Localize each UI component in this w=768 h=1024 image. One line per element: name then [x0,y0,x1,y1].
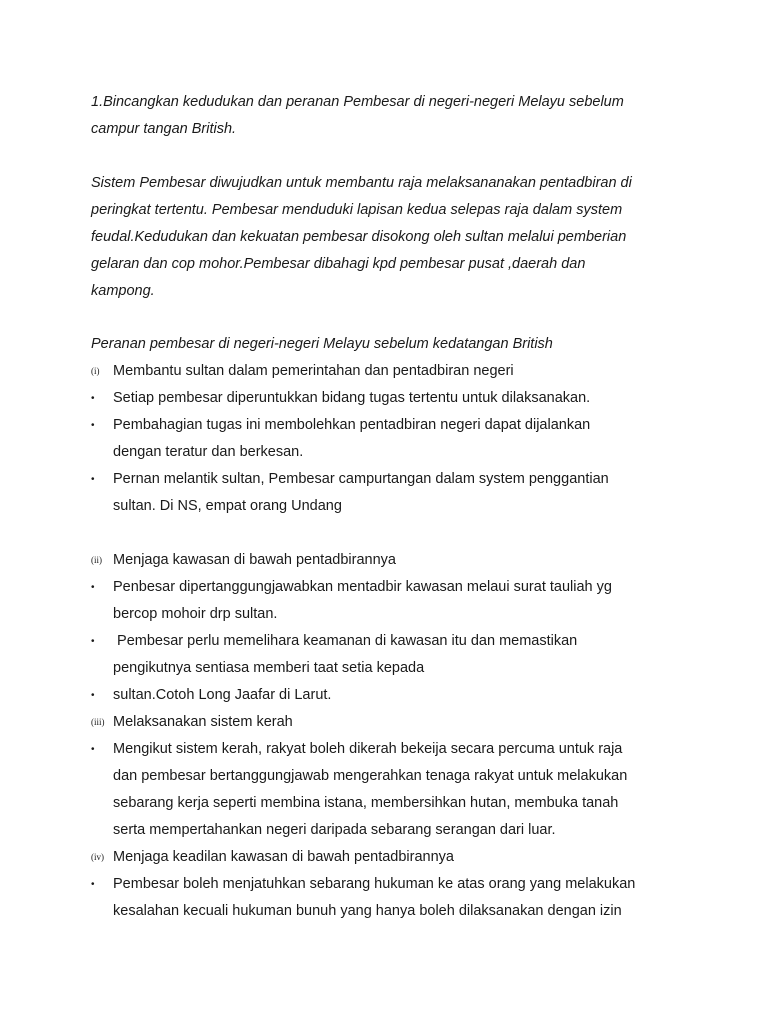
role-title-text: Menjaga kawasan di bawah pentadbirannya [113,552,396,568]
bullet-item [91,628,728,682]
bullet-icon: • [91,636,95,647]
bullet-line: kesalahan kecuali hukuman bunuh yang hanya boleh dilaksanakan dengan izin [113,903,622,919]
intro-paragraph [91,170,728,305]
bullet-item [91,574,728,628]
bullet-line: Pembahagian tugas ini membolehkan pentadbiran negeri dapat dijalankan [113,417,591,433]
role-marker: (i) [91,366,100,376]
bullet-icon: • [91,393,95,404]
bullet-line: bercop mohoir drp sultan. [113,606,278,622]
question-line: 1.Bincangkan kedudukan dan peranan Pembesar di negeri-negeri Melayu sebelum [91,94,624,110]
intro-line: peringkat tertentu. Pembesar menduduki lapisan kedua selepas raja dalam system [91,202,623,218]
bullet-item [91,412,728,466]
bullet-line: Pembesar boleh menjatuhkan sebarang hukuman ke atas orang yang melakukan [113,876,636,892]
intro-line: gelaran dan cop mohor.Pembesar dibahagi kpd pembesar pusat ,daerah dan [91,256,586,272]
bullet-icon: • [91,420,95,431]
bullet-item [91,736,728,844]
bullet-item [91,466,728,520]
role-marker: (iii) [91,717,105,727]
bullet-line: Pembesar perlu memelihara keamanan di kawasan itu dan memastikan [113,633,578,649]
bullet-line: sultan. Di NS, empat orang Undang [113,498,342,514]
bullet-item [91,871,728,925]
bullet-line: serta mempertahankan negeri daripada sebarang serangan dari luar. [113,822,556,838]
bullet-icon: • [91,690,95,701]
role-title-text: Melaksanakan sistem kerah [113,714,293,730]
bullet-icon: • [91,474,95,485]
bullet-line: Mengikut sistem kerah, rakyat boleh dikerah bekeija secara percuma untuk raja [113,741,623,757]
bullet-line: Pernan melantik sultan, Pembesar campurtangan dalam system penggantian [113,471,609,487]
bullet-item [91,682,728,709]
role-title-text: Membantu sultan dalam pemerintahan dan pentadbiran negeri [113,363,514,379]
bullet-line: Setiap pembesar diperuntukkan bidang tugas tertentu untuk dilaksanakan. [113,390,591,406]
bullet-line: sebarang kerja seperti membina istana, membersihkan hutan, membuka tanah [113,795,619,811]
role-title [91,844,728,871]
question-line: campur tangan British. [91,121,237,137]
bullet-line: dengan teratur dan berkesan. [113,444,304,460]
question-block [91,89,728,143]
intro-line: feudal.Kedudukan dan kekuatan pembesar disokong oleh sultan melalui pemberian [91,229,627,245]
bullet-item [91,385,728,412]
role-title-text: Menjaga keadilan kawasan di bawah pentadbirannya [113,849,454,865]
role-title [91,709,728,736]
bullet-line: pengikutnya sentiasa memberi taat setia kepada [113,660,425,676]
role-marker: (ii) [91,555,102,565]
intro-line: Sistem Pembesar diwujudkan untuk membantu raja melaksananakan pentadbiran di [91,175,632,191]
role-title [91,547,728,574]
bullet-icon: • [91,879,95,890]
intro-line: kampong. [91,283,155,299]
bullet-icon: • [91,744,95,755]
role-title [91,358,728,385]
bullet-line: Penbesar dipertanggungjawabkan mentadbir kawasan melaui surat tauliah yg [113,579,612,595]
section-heading: Peranan pembesar di negeri-negeri Melayu sebelum kedatangan British [91,336,553,352]
bullet-icon: • [91,582,95,593]
bullet-line: dan pembesar bertanggungjawab mengerahkan tenaga rakyat untuk melakukan [113,768,628,784]
bullet-line: sultan.Cotoh Long Jaafar di Larut. [113,687,332,703]
role-marker: (iv) [91,852,104,862]
